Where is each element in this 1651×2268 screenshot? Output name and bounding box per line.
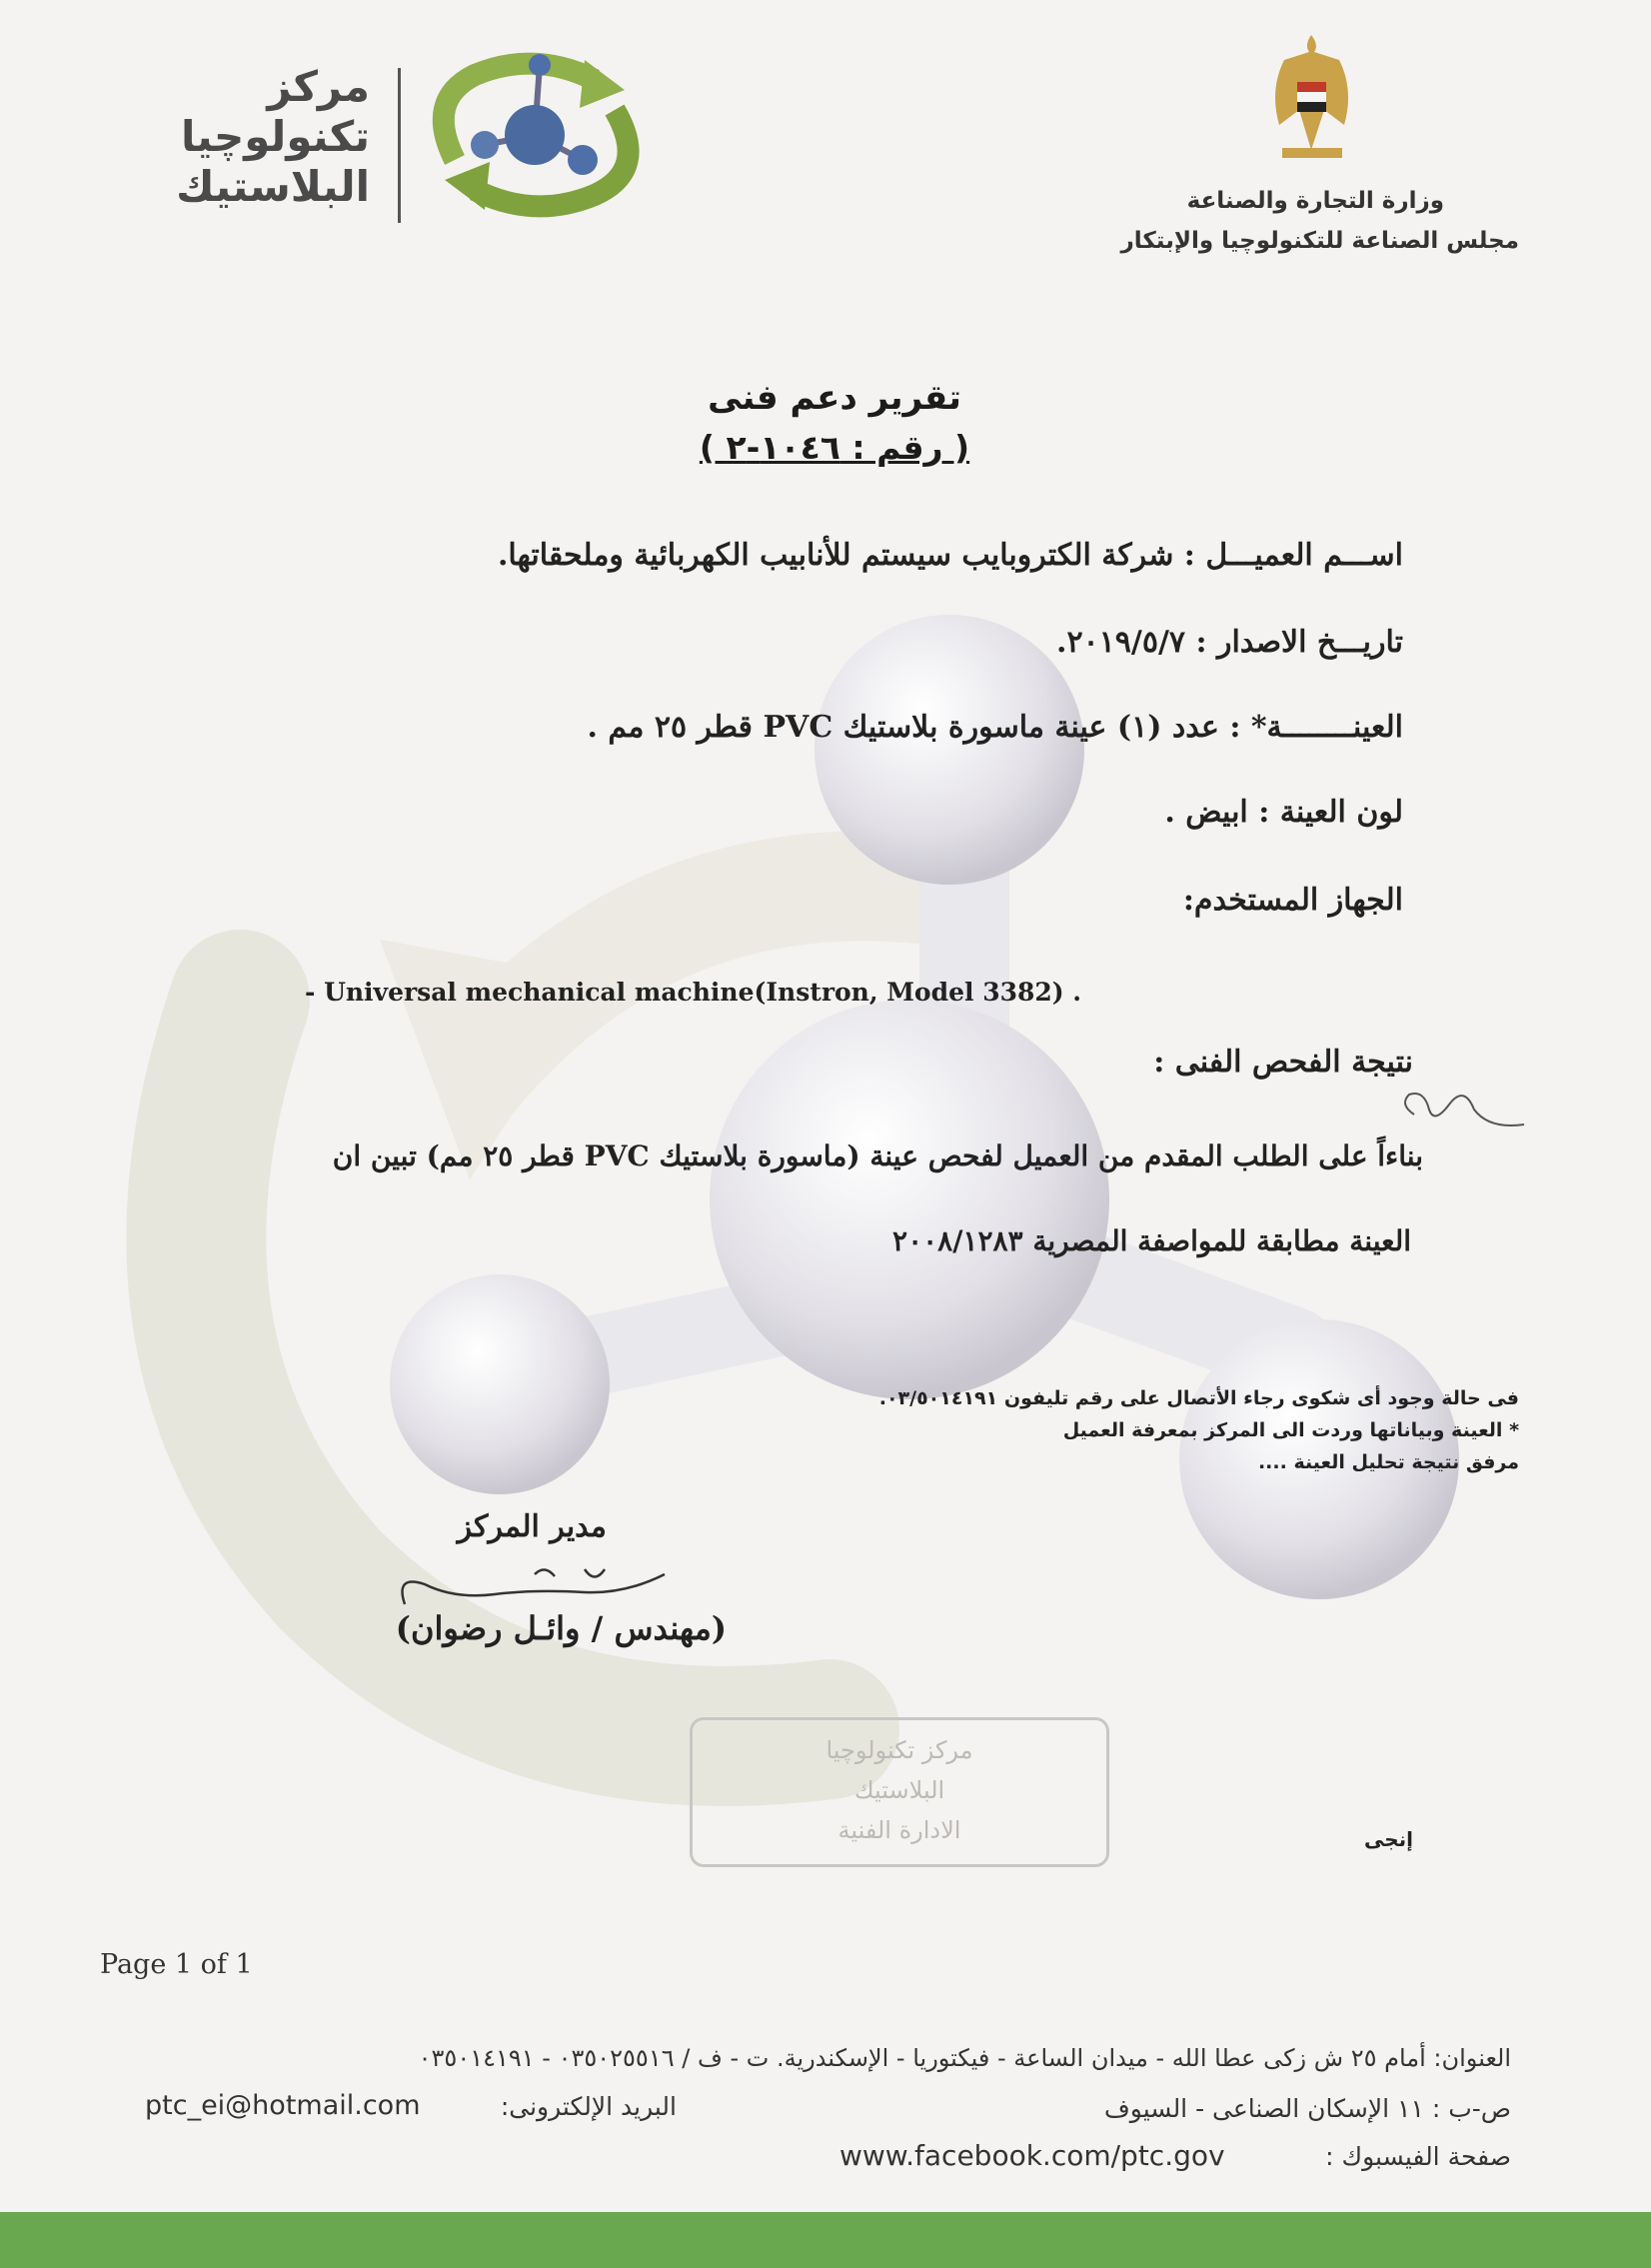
date-value: ٢٠١٩/٥/٧. — [1055, 625, 1186, 660]
stamp-line-3: الادارة الفنية — [837, 1816, 961, 1844]
result-label: نتيجة الفحص الفنى : — [1153, 1045, 1413, 1080]
council-name: مجلس الصناعة للتكنولوچيا والإبتكار — [1120, 228, 1519, 254]
signature-title: مدير المركز — [457, 1509, 607, 1544]
note-sample-data: * العينة وبياناتها وردت الى المركز بمعرفة العميل — [1062, 1419, 1519, 1441]
stamp-line-1: مركز تكنولوچيا — [826, 1736, 973, 1764]
center-name — [130, 62, 370, 212]
report-title: تقرير دعم فنى — [708, 378, 961, 418]
color-label: لون العينة : — [1258, 795, 1403, 830]
date-label: تاريـــخ الاصدار : — [1195, 625, 1403, 660]
client-value: شركة الكتروبايب سيستم للأنابيب الكهربائية وملحقاتها. — [497, 538, 1174, 573]
eagle-emblem-icon — [1264, 30, 1359, 165]
report-number: ( رقم : ١٠٤٦-٢ ) — [699, 428, 970, 467]
faded-stamp — [690, 1717, 1109, 1867]
ministry-name: وزارة التجارة والصناعة — [1186, 188, 1444, 214]
device-label: الجهاز المستخدم: — [1182, 883, 1403, 918]
footer-facebook-link[interactable]: www.facebook.com/ptc.gov — [839, 2139, 1225, 2172]
sample-row — [587, 710, 1403, 745]
footer-email-link[interactable]: ptc_ei@hotmail.com — [145, 2090, 421, 2121]
footer-pobox: ص-ب : ١١ الإسكان الصناعى - السيوف — [1103, 2094, 1511, 2123]
footer-green-bar — [0, 2212, 1651, 2268]
page-indicator: Page 1 of 1 — [100, 1949, 253, 1980]
sample-label: العينــــــــة* : — [1229, 710, 1403, 745]
header-divider — [398, 68, 401, 223]
footer-facebook-label: صفحة الفيسبوك : — [1325, 2142, 1511, 2171]
footer-email-label: البريد الإلكترونى: — [500, 2092, 677, 2121]
client-row — [498, 538, 1403, 573]
typist-initials: إنجى — [1363, 1827, 1413, 1851]
center-name-line-3: البلاستيك — [176, 162, 370, 211]
footer-address: العنوان: أمام ٢٥ ش زكى عطا الله - ميدان الساعة - فيكتوريا - الإسكندرية. ت - ف / ٠٣٥٠٢٥٥١٦ - ٠٣٥٠١٤١٩١ — [418, 2044, 1511, 2072]
sample-value: عدد (١) عينة ماسورة بلاستيك PVC قطر ٢٥ مم . — [587, 710, 1219, 745]
center-name-line-1: مركز — [267, 62, 370, 111]
client-label: اســـم العميـــل : — [1183, 538, 1403, 573]
handwritten-mark — [1394, 1085, 1529, 1144]
center-name-line-2: تكنولوچيا — [181, 112, 370, 161]
molecule-logo-icon — [415, 40, 655, 220]
color-value: ابيض . — [1164, 795, 1248, 830]
date-row — [1056, 625, 1403, 660]
result-line-1: بناءاً على الطلب المقدم من العميل لفحص عينة (ماسورة بلاستيك PVC قطر ٢٥ مم) تبين ان — [332, 1139, 1423, 1172]
note-complaint: فى حالة وجود أى شكوى رجاء الأتصال على رقم تليفون ٠٣/٥٠١٤١٩١. — [878, 1387, 1519, 1409]
result-line-2: العينة مطابقة للمواصفة المصرية ٢٠٠٨/١٢٨٣ — [892, 1224, 1411, 1257]
stamp-line-2: البلاستيك — [853, 1776, 945, 1804]
signature-name: (مهندس / وائـل رضوان) — [395, 1609, 727, 1647]
device-value: - Universal mechanical machine(Instron, Model 3382) . — [305, 978, 1082, 1007]
note-attachment: مرفق نتيجة تحليل العينة .... — [1257, 1451, 1519, 1473]
color-row — [1164, 795, 1403, 830]
